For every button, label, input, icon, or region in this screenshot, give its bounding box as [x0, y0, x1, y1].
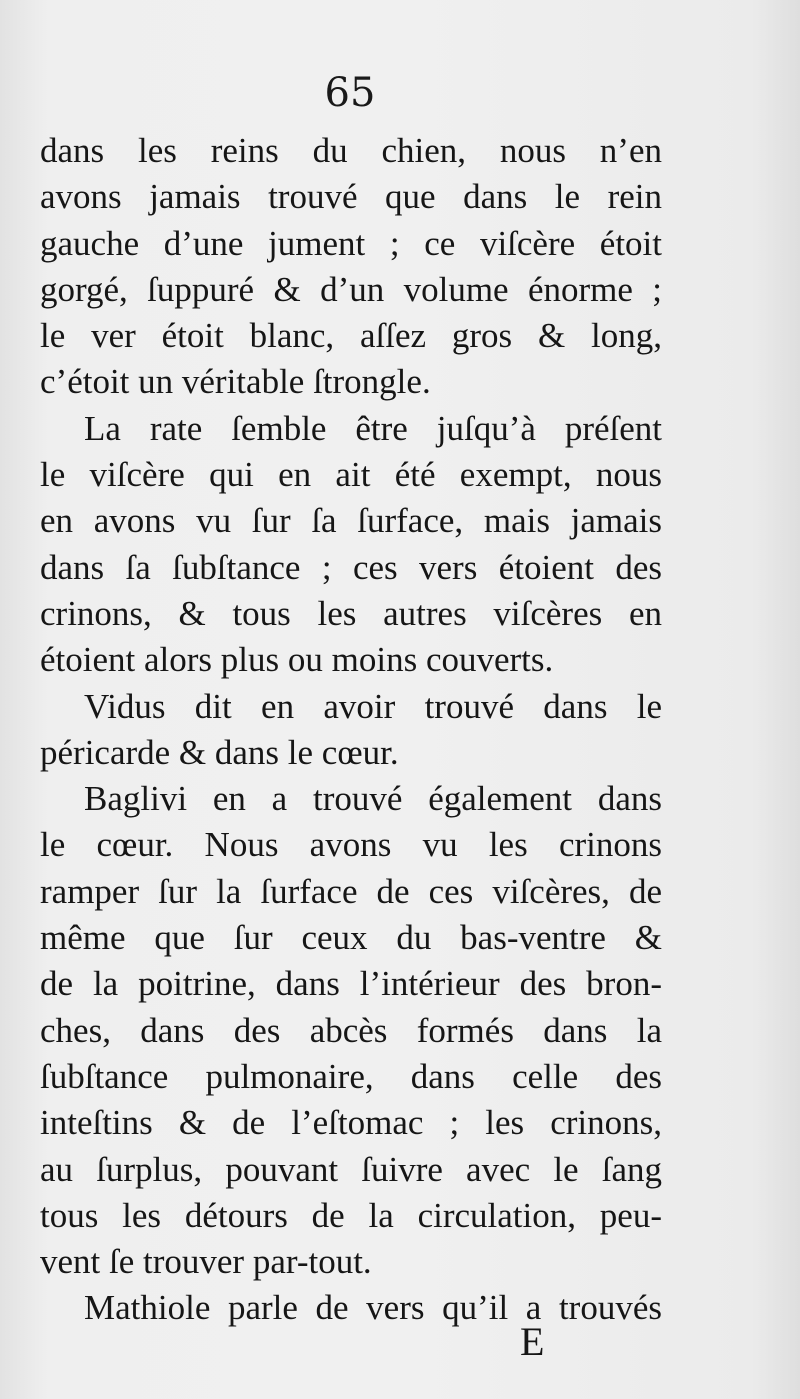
text-line: Mathiole parle de vers qu’il a trouvés: [84, 1288, 662, 1328]
text-line: ſubſtance pulmonaire, dans celle des: [40, 1056, 662, 1096]
text-line: vent ſe trouver par-tout.: [40, 1242, 372, 1282]
body-text: [40, 128, 662, 1332]
text-line: inteſtins & de l’eſtomac ; les crinons,: [40, 1103, 662, 1143]
text-line: Vidus dit en avoir trouvé dans le: [84, 686, 662, 726]
text-line: de la poitrine, dans l’intérieur des bron-: [40, 964, 662, 1004]
text-line: dans ſa ſubſtance ; ces vers étoient des: [40, 547, 662, 587]
text-line: étoient alors plus ou moins couverts.: [40, 640, 554, 680]
text-line: même que ſur ceux du bas-ventre &: [40, 918, 662, 958]
text-line: péricarde & dans le cœur.: [40, 732, 399, 772]
text-line: dans les reins du chien, nous n’en: [40, 131, 662, 170]
page-number: 65: [324, 70, 376, 116]
text-line: en avons vu ſur ſa ſurface, mais jamais: [40, 501, 662, 541]
text-line: ches, dans des abcès formés dans la: [40, 1010, 662, 1050]
text-line: crinons, & tous les autres viſcères en: [40, 593, 662, 633]
text-line: tous les détours de la circulation, peu-: [40, 1195, 662, 1235]
signature-mark: E: [520, 1319, 545, 1364]
text-line: gauche d’une jument ; ce viſcère étoit: [40, 223, 662, 263]
text-line: c’étoit un véritable ſtrongle.: [40, 362, 431, 402]
text-line: avons jamais trouvé que dans le rein: [40, 177, 662, 217]
text-line: La rate ſemble être juſqu’à préſent: [84, 408, 662, 448]
text-line: Baglivi en a trouvé également dans: [84, 779, 662, 819]
text-line: gorgé, ſuppuré & d’un volume énorme ;: [40, 269, 662, 309]
text-line: au ſurplus, pouvant ſuivre avec le ſang: [40, 1149, 662, 1189]
text-line: ramper ſur la ſurface de ces viſcères, de: [40, 871, 662, 911]
text-line: le viſcère qui en ait été exempt, nous: [40, 455, 662, 495]
text-line: le cœur. Nous avons vu les crinons: [40, 825, 662, 865]
text-line: le ver étoit blanc, aſſez gros & long,: [40, 316, 662, 356]
